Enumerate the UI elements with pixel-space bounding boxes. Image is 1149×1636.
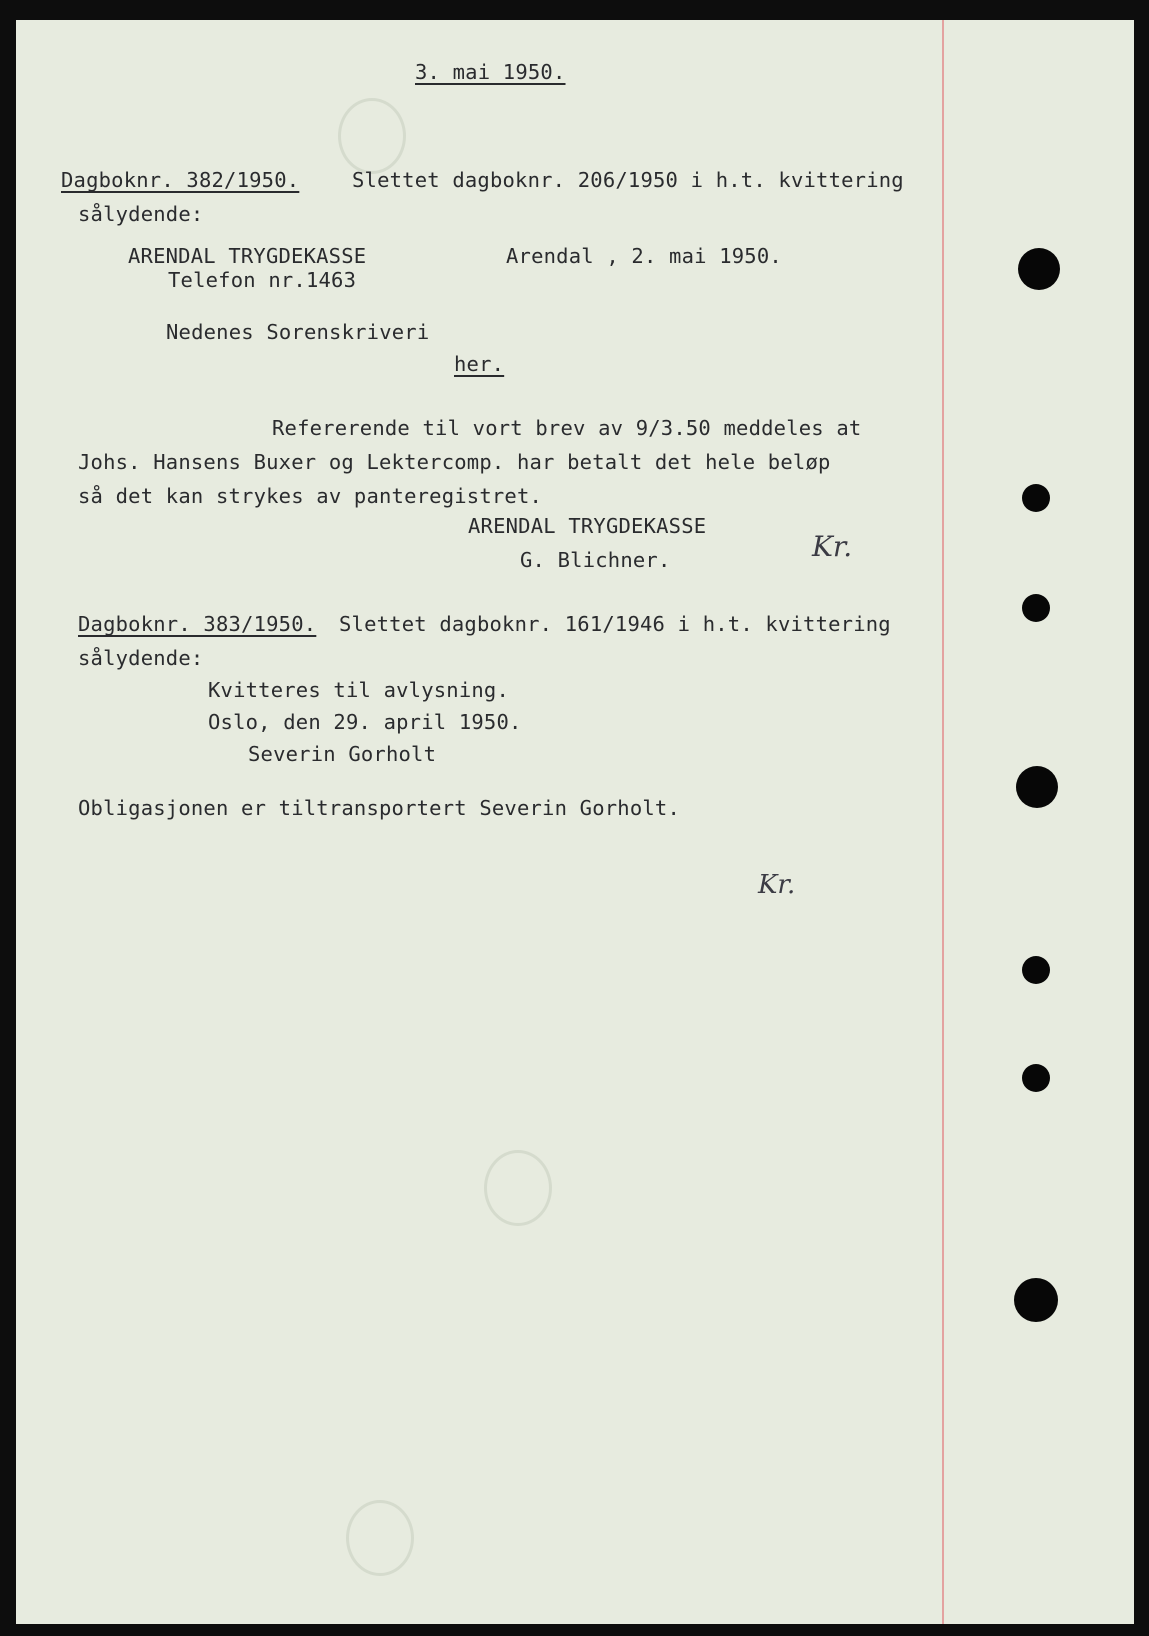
punch-hole	[1022, 594, 1050, 622]
entry-action: Slettet dagboknr. 161/1946 i h.t. kvittering	[339, 612, 891, 636]
receipt-line: Oslo, den 29. april 1950.	[208, 710, 522, 734]
receipt-line: Kvitteres til avlysning.	[208, 678, 510, 702]
entry-note: Obligasjonen er tiltransportert Severin Gorholt.	[78, 796, 681, 820]
entry-ref: Dagboknr. 383/1950.	[78, 612, 317, 636]
red-margin-line	[942, 20, 944, 1624]
letter-body-line: Johs. Hansens Buxer og Lektercomp. har betalt det hele beløp	[78, 450, 831, 474]
punch-hole	[1016, 766, 1058, 808]
entry-ref: Dagboknr. 382/1950.	[61, 168, 300, 192]
entry-intro: sålydende:	[78, 646, 204, 670]
handwritten-initials: Kr.	[812, 530, 853, 563]
punch-hole	[1022, 1064, 1050, 1092]
letter-closing-org: ARENDAL TRYGDEKASSE	[468, 514, 707, 538]
letter-phone: Telefon nr.1463	[168, 268, 357, 292]
letter-closing-name: G. Blichner.	[520, 548, 671, 572]
punch-hole	[1022, 956, 1050, 984]
document-page	[16, 20, 1134, 1624]
handwritten-initials: Kr.	[758, 870, 796, 900]
receipt-line: Severin Gorholt	[248, 742, 437, 766]
punch-hole	[1022, 484, 1050, 512]
entry-intro: sålydende:	[78, 202, 204, 226]
faint-stamp-mark	[338, 98, 406, 174]
letter-recipient-location: her.	[454, 352, 505, 376]
date-heading: 3. mai 1950.	[415, 60, 566, 84]
punch-hole	[1014, 1278, 1058, 1322]
letter-body-line: så det kan strykes av panteregistret.	[78, 484, 543, 508]
letter-recipient: Nedenes Sorenskriveri	[166, 320, 430, 344]
letter-place-date: Arendal , 2. mai 1950.	[506, 244, 782, 268]
faint-stamp-mark	[346, 1500, 414, 1576]
faint-stamp-mark	[484, 1150, 552, 1226]
entry-action: Slettet dagboknr. 206/1950 i h.t. kvittering	[352, 168, 904, 192]
punch-hole	[1018, 248, 1060, 290]
letter-sender: ARENDAL TRYGDEKASSE	[128, 244, 367, 268]
letter-body-line: Refererende til vort brev av 9/3.50 meddeles at	[272, 416, 862, 440]
